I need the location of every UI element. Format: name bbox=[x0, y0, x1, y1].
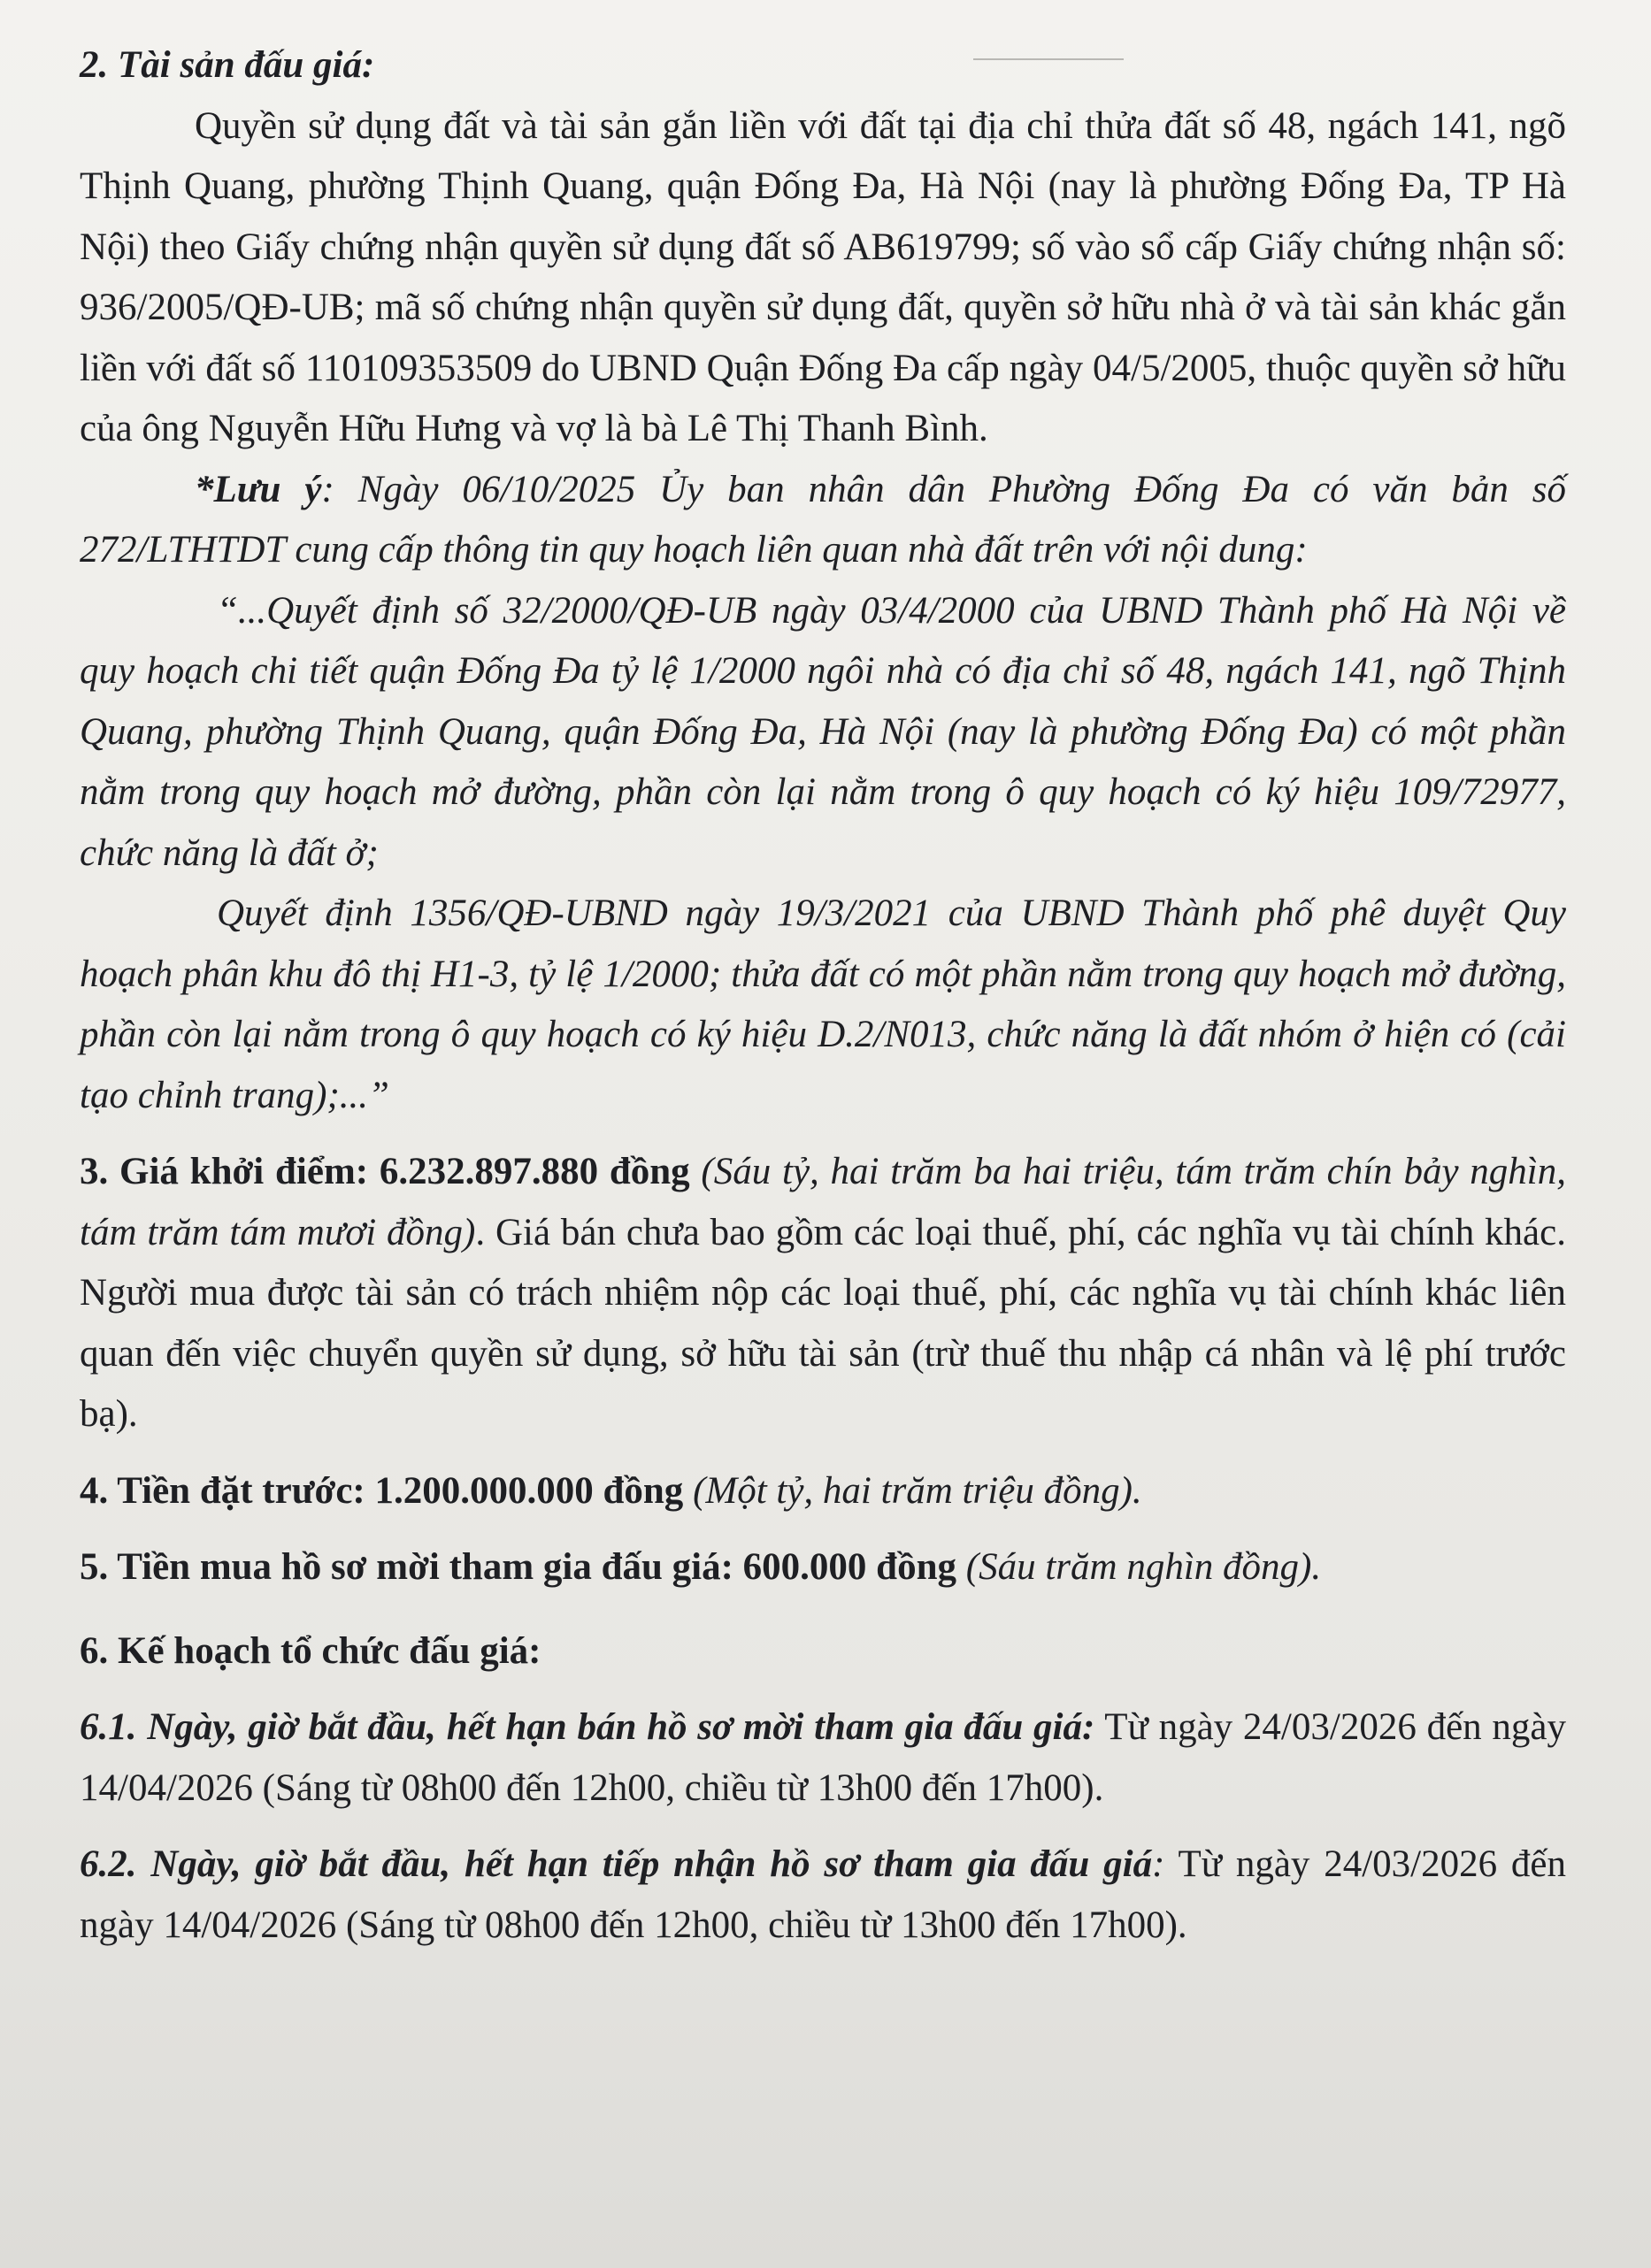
item-6-1-text: Từ ngày 24/03/2026 đến ngày 14/04/2026 (Sáng từ 08h00 đến 12h00, chiều từ 13h00 đến 17h00). bbox=[80, 1706, 1566, 1809]
item-6-1-label: 6.1. Ngày, giờ bắt đầu, hết hạn bán hồ sơ mời tham gia đấu giá: bbox=[80, 1706, 1095, 1748]
dossier-fee-words: (Sáu trăm nghìn đồng). bbox=[956, 1546, 1322, 1588]
dossier-fee-label: 5. Tiền mua hồ sơ mời tham gia đấu giá: 600.000 đồng bbox=[80, 1546, 957, 1588]
item-6-2-colon: : bbox=[1152, 1843, 1165, 1885]
starting-price-words: (Sáu tỷ, hai trăm ba hai triệu, tám trăm chín bảy nghìn, tám trăm tám mươi đồng) bbox=[80, 1151, 1566, 1253]
section-3-starting-price bbox=[80, 1142, 1566, 1445]
deposit-label: 4. Tiền đặt trước: 1.200.000.000 đồng bbox=[80, 1469, 684, 1512]
section-6-2 bbox=[80, 1835, 1566, 1956]
starting-price-terms: . Giá bán chưa bao gồm các loại thuế, phí, các nghĩa vụ tài chính khác. Người mua được tài sản có trách nhiệm nộp các loại thuế, phí, các nghĩa vụ tài chính khác liên quan đến việc chuyển quyền sử dụng, sở hữu tài sản (trừ thuế thu nhập cá nhân và lệ phí trước bạ). bbox=[80, 1211, 1566, 1435]
item-6-2-label: 6.2. Ngày, giờ bắt đầu, hết hạn tiếp nhận hồ sơ tham gia đấu giá bbox=[80, 1843, 1153, 1885]
section-6-heading: 6. Kế hoạch tổ chức đấu giá: bbox=[80, 1629, 541, 1672]
planning-note bbox=[80, 460, 1566, 581]
document-body bbox=[80, 35, 1566, 1956]
starting-price-label: 3. Giá khởi điểm: 6.232.897.880 đồng bbox=[80, 1151, 690, 1192]
section-2-body: Quyền sử dụng đất và tài sản gắn liền với đất tại địa chỉ thửa đất số 48, ngách 141, ngõ Thịnh Quang, phường Thịnh Quang, quận Đống Đa, Hà Nội (nay là phường Đống Đa, TP Hà Nội) theo Giấy chứng nhận quyền sử dụng đất số AB619799; số vào sổ cấp Giấy chứng nhận số: 936/2005/QĐ-UB; mã số chứng nhận quyền sử dụng đất, quyền sở hữu nhà ở và tài sản khác gắn liền với đất số 110109353509 do UBND Quận Đống Đa cấp ngày 04/5/2005, thuộc quyền sở hữu của ông Nguyễn Hữu Hưng và vợ là bà Lê Thị Thanh Bình. bbox=[80, 104, 1566, 449]
planning-quote-1: “...Quyết định số 32/2000/QĐ-UB ngày 03/4/2000 của UBND Thành phố Hà Nội về quy hoạch chi tiết quận Đống Đa tỷ lệ 1/2000 ngôi nhà có địa chỉ số 48, ngách 141, ngõ Thịnh Quang, phường Thịnh Quang, quận Đống Đa, Hà Nội (nay là phường Đống Đa) có một phần nằm trong quy hoạch mở đường, phần còn lại nằm trong ô quy hoạch có ký hiệu 109/72977, chức năng là đất ở; bbox=[80, 589, 1566, 874]
note-text: : Ngày 06/10/2025 Ủy ban nhân dân Phường Đống Đa có văn bản số 272/LTHTDT cung cấp thông tin quy hoạch liên quan nhà đất trên với nội dung: bbox=[80, 468, 1567, 571]
deposit-words: (Một tỷ, hai trăm triệu đồng). bbox=[683, 1469, 1142, 1512]
section-6-1 bbox=[80, 1697, 1566, 1819]
item-6-2-text: Từ ngày 24/03/2026 đến ngày 14/04/2026 (Sáng từ 08h00 đến 12h00, chiều từ 13h00 đến 17h00). bbox=[80, 1843, 1566, 1946]
section-4-deposit bbox=[80, 1461, 1566, 1522]
note-label: *Lưu ý bbox=[195, 468, 322, 510]
section-5-dossier-fee bbox=[80, 1537, 1566, 1598]
section-2-heading: 2. Tài sản đấu giá: bbox=[80, 44, 375, 86]
planning-quote-2: Quyết định 1356/QĐ-UBND ngày 19/3/2021 của UBND Thành phố phê duyệt Quy hoạch phân khu đô thị H1-3, tỷ lệ 1/2000; thửa đất có một phần nằm trong quy hoạch mở đường, phần còn lại nằm trong ô quy hoạch có ký hiệu D.2/N013, chức năng là đất nhóm ở hiện có (cải tạo chỉnh trang);...” bbox=[80, 893, 1566, 1116]
